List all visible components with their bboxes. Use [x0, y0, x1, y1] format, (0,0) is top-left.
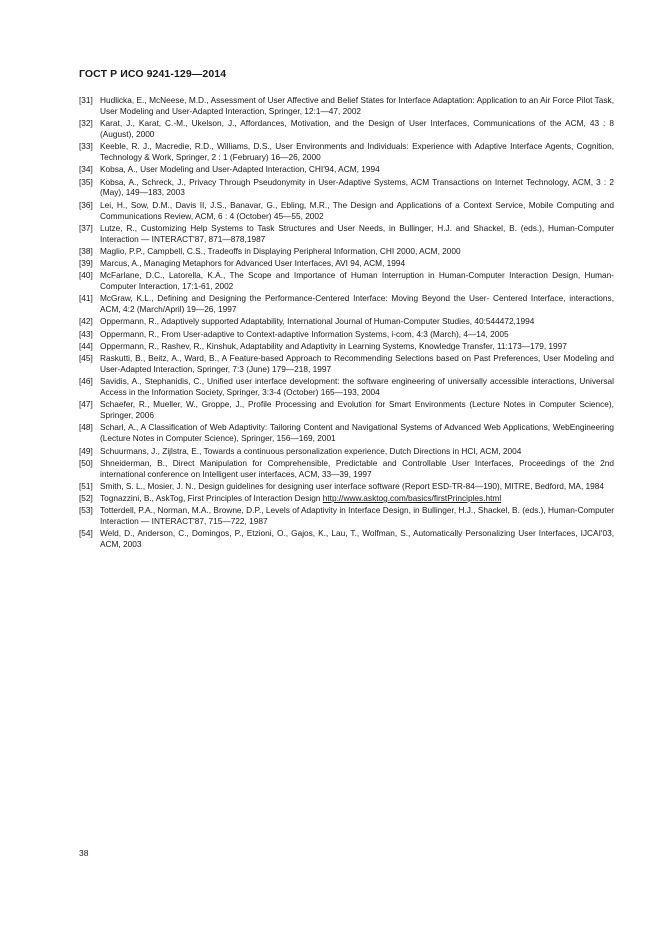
reference-item	[79, 481, 614, 492]
reference-body: Oppermann, R., Rashev, R., Kinshuk, Adaptability and Adaptivity in Learning Systems, Knowledge Transfer, 11:173—179, 1997	[100, 340, 567, 351]
reference-number: [38]	[79, 245, 93, 256]
reference-body: Kobsa, A., User Modeling and User-Adapted Interaction, CHI'94, ACM, 1994	[100, 164, 380, 175]
reference-number: [46]	[79, 376, 93, 387]
reference-item	[79, 329, 614, 340]
reference-text	[100, 200, 614, 222]
reference-item	[79, 376, 614, 398]
reference-number: [32]	[79, 118, 93, 129]
reference-text	[100, 399, 614, 421]
reference-item	[79, 246, 614, 257]
reference-number: [52]	[79, 493, 93, 504]
reference-number: [51]	[79, 480, 93, 491]
reference-text	[100, 95, 614, 117]
reference-body: Tognazzini, B., AskTog, First Principles of Interaction Design	[100, 493, 323, 504]
reference-text	[100, 353, 614, 375]
reference-link[interactable]: http://www.asktog.com/basics/firstPrinciples.html	[322, 493, 502, 504]
reference-number: [40]	[79, 270, 93, 281]
reference-number: [36]	[79, 199, 93, 210]
reference-text	[100, 141, 614, 163]
reference-body: McFarlane, D.C., Latorella, K.A., The Scope and Importance of Human Interruption in Human-Computer Interaction Design, Human-Computer Interaction, 17:1-61, 2002	[100, 270, 614, 292]
reference-number: [43]	[79, 328, 93, 339]
reference-item	[79, 353, 614, 375]
reference-text	[100, 316, 614, 327]
reference-body: Shneiderman, B., Direct Manipulation for Comprehensible, Predictable and Controllable User Interfaces, Proceedings of the 2nd international conference on Intelligent user interfaces, ACM, 33—39, 1997	[100, 457, 614, 479]
reference-item	[79, 528, 614, 550]
reference-number: [44]	[79, 340, 93, 351]
reference-number: [48]	[79, 422, 93, 433]
reference-number: [35]	[79, 176, 93, 187]
reference-text	[100, 422, 614, 444]
page-number: 38	[79, 848, 89, 858]
reference-number: [42]	[79, 316, 93, 327]
reference-number: [37]	[79, 222, 93, 233]
reference-item	[79, 446, 614, 457]
reference-body: Hudlicka, E., McNeese, M.D., Assessment of User Affective and Belief States for Interface Adaptation: Application to an Air Force Pilot Task, User Modeling and User-Adapted Interaction, Springer, 12:1—47, 2002	[100, 95, 614, 116]
reference-number: [49]	[79, 445, 93, 456]
reference-number: [45]	[79, 353, 93, 364]
reference-body: Karat, J., Karat, C.-M., Ukelson, J., Affordances, Motivation, and the Design of User Interfaces, Communications of the ACM, 43 : 8 (August), 2000	[100, 118, 614, 140]
reference-body: Schuurmans, J., Zijlstra, E., Towards a continuous personalization experience, Dutch Directions in HCI, ACM, 2004	[100, 445, 522, 456]
reference-item	[79, 177, 614, 199]
reference-body: Keeble, R. J., Macredie, R.D., Williams, D.S., User Environments and Individuals: Experience with Adaptive Interface Agents, Cognition, Technology & Work, Springer, 2 : 1 (February) 16—26, 2000	[100, 141, 614, 163]
page-header-title: ГОСТ Р ИСО 9241-129—2014	[79, 68, 227, 80]
reference-item	[79, 164, 614, 175]
reference-item	[79, 141, 614, 163]
reference-item	[79, 399, 614, 421]
reference-number: [50]	[79, 457, 93, 468]
reference-body: Schaefer, R., Mueller, W., Groppe, J., Profile Processing and Evolution for Smart Environments (Lecture Notes in Computer Science), Springer, 2006	[100, 399, 614, 421]
reference-text	[100, 505, 614, 527]
reference-text	[100, 164, 614, 175]
reference-body: Raskutti, B., Beitz, A., Ward, B., A Feature-based Approach to Recommending Selections based on Past Preferences, User Modeling and User-Adapted Interaction, Springer, 7:3 (June) 179—218, 1997	[100, 353, 614, 374]
reference-body: Totterdell, P.A., Norman, M.A., Browne, D.P., Levels of Adaptivity in Interface Design, in Bullinger, H.J., Shackel, B. (eds.), Human-Computer Interaction — INTERACT'87, 715—722, 1987	[100, 505, 614, 527]
reference-text	[100, 223, 614, 245]
reference-text	[100, 493, 614, 504]
reference-text	[100, 293, 614, 315]
reference-number: [54]	[79, 528, 93, 539]
reference-item	[79, 458, 614, 480]
reference-number: [47]	[79, 399, 93, 410]
reference-body: Marcus, A., Managing Metaphors for Advanced User Interfaces, AVI 94, ACM, 1994	[100, 258, 406, 269]
reference-text	[100, 270, 614, 292]
reference-text	[100, 329, 614, 340]
reference-item	[79, 422, 614, 444]
reference-text	[100, 341, 614, 352]
reference-number: [33]	[79, 141, 93, 152]
reference-body: Lutze, R., Customizing Help Systems to Task Structures and User Needs, in Bullinger, H.J. and Shackel, B. (eds.), Human-Computer Interaction — INTERACT'87, 871—878,1987	[100, 222, 614, 244]
reference-text	[100, 458, 614, 480]
reference-item	[79, 118, 614, 140]
reference-text	[100, 258, 614, 269]
reference-text	[100, 528, 614, 550]
reference-text	[100, 118, 614, 140]
reference-body: Scharl, A., A Classification of Web Adaptivity: Tailoring Content and Navigational Systems of Advanced Web Applications, WebEngineering (Lecture Notes in Computer Science), Springer, 156—169, 2001	[100, 422, 614, 444]
reference-item	[79, 505, 614, 527]
reference-body: Weld, D., Anderson, C., Domingos, P., Etzioni, O., Gajos, K., Lau, T., Wolfman, S., Automatically Personalizing User Interfaces, IJCAI'03, ACM, 2003	[100, 528, 614, 550]
reference-item	[79, 270, 614, 292]
reference-text	[100, 446, 614, 457]
reference-item	[79, 341, 614, 352]
reference-item	[79, 95, 614, 117]
bibliography-list	[79, 95, 614, 551]
reference-text	[100, 246, 614, 257]
reference-text	[100, 481, 614, 492]
reference-body: McGraw, K.L., Defining and Designing the Performance-Centered Interface: Moving Beyond the User- Centered Interface, interactions, ACM, 4:2 (March/April) 19—26, 1997	[100, 293, 614, 315]
reference-number: [39]	[79, 258, 93, 269]
reference-body: Oppermann, R., From User-adaptive to Context-adaptive Information Systems, i-com, 4:3 (March), 4—14, 2005	[100, 328, 509, 339]
reference-body: Lei, H., Sow, D.M., Davis II, J.S., Banavar, G., Ebling, M.R., The Design and Applications of a Context Service, Mobile Computing and Communications Review, ACM, 6 : 4 (October) 45—55, 2002	[100, 199, 614, 221]
reference-body: Kobsa, A., Schreck, J., Privacy Through Pseudonymity in User-Adaptive Systems, ACM Transactions on Internet Technology, ACM, 3 : 2 (May), 149—183, 2003	[100, 176, 614, 198]
reference-body: Savidis, A., Stephanidis, C., Unified user interface development: the software engineering of universally accessible interactions, Universal Access in the Information Society, Springer, 3:3-4 (October) 165—193, 2004	[100, 376, 614, 398]
reference-item	[79, 200, 614, 222]
reference-item	[79, 258, 614, 269]
reference-body: Oppermann, R., Adaptively supported Adaptability, International Journal of Human-Computer Studies, 40:544472,1994	[100, 316, 535, 327]
reference-number: [31]	[79, 95, 93, 105]
reference-body: Maglio, P.P., Campbell, C.S., Tradeoffs in Displaying Peripheral Information, CHI 2000, ACM, 2000	[100, 245, 461, 256]
reference-text	[100, 177, 614, 199]
reference-number: [41]	[79, 293, 93, 304]
reference-number: [53]	[79, 505, 93, 516]
reference-item	[79, 293, 614, 315]
reference-item	[79, 223, 614, 245]
reference-text	[100, 376, 614, 398]
reference-body: Smith, S. L., Mosier, J. N., Design guidelines for designing user interface software (Report ESD-TR-84—190), MITRE, Bedford, MA, 1984	[100, 480, 605, 491]
reference-item	[79, 493, 614, 504]
reference-item	[79, 316, 614, 327]
reference-number: [34]	[79, 164, 93, 175]
